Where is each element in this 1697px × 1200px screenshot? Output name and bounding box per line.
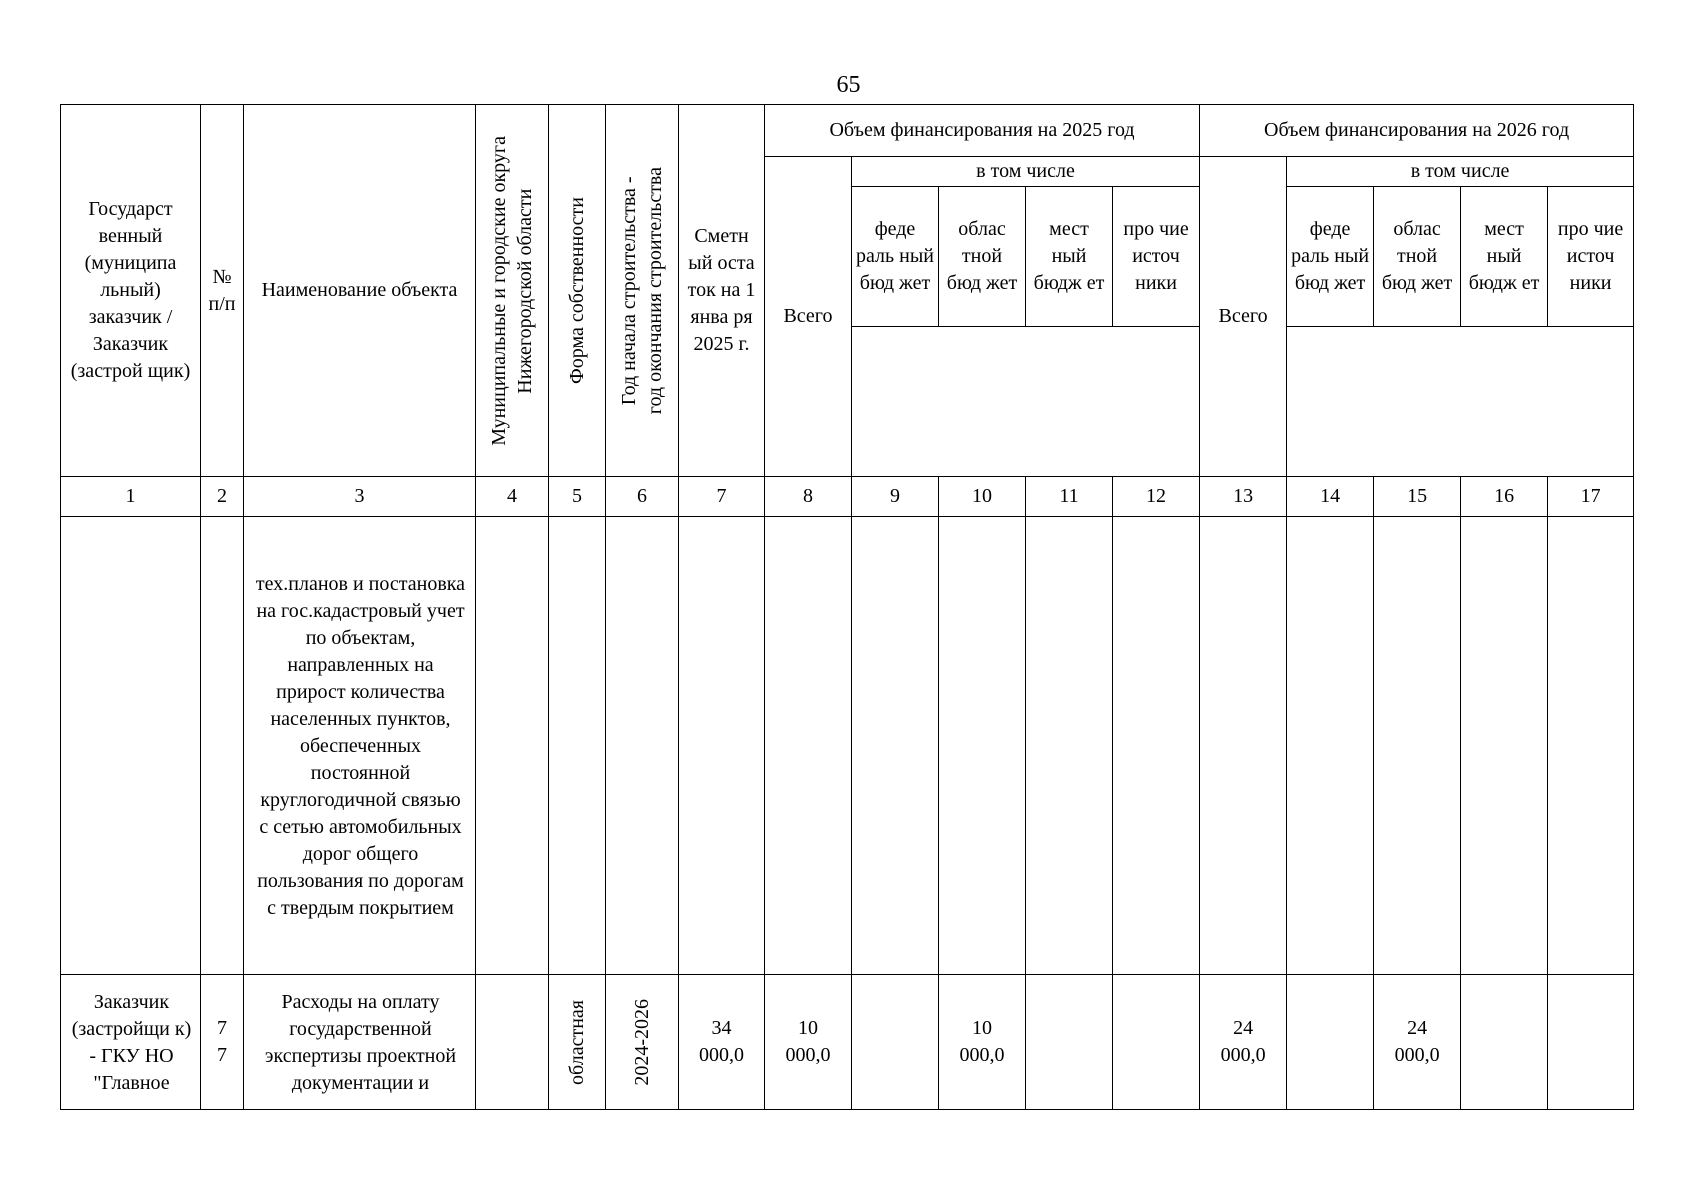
cell-ownership: областная — [549, 975, 606, 1110]
column-number: 13 — [1200, 477, 1287, 517]
cell-local-2025 — [1026, 517, 1113, 975]
cell-total-2026: 24 000,0 — [1200, 975, 1287, 1110]
column-number: 15 — [1374, 477, 1461, 517]
column-number: 16 — [1461, 477, 1548, 517]
investment-program-table — [60, 104, 1634, 1110]
column-number: 12 — [1113, 477, 1200, 517]
header-including-2026: в том числе — [1287, 157, 1634, 187]
cell-local-2025 — [1026, 975, 1113, 1110]
cell-customer — [61, 517, 201, 975]
column-number: 8 — [765, 477, 852, 517]
cell-other-2026 — [1548, 517, 1634, 975]
header-fin-2026: Объем финансирования на 2026 год — [1200, 105, 1634, 157]
header-object-name: Наименование объекта — [244, 105, 476, 477]
cell-object-name: тех.планов и постановка на гос.кадастровый учет по объектам, направленных на прирост количества населенных пунктов, обеспеченных постоянной круглогодичной связью с сетью автомобильных дорог общего пользования по дорогам с твердым покрытием — [244, 517, 476, 975]
column-number: 10 — [939, 477, 1026, 517]
header-total-2026: Всего — [1200, 157, 1287, 477]
page-number: 65 — [836, 72, 861, 98]
cell-regional-2026: 24 000,0 — [1374, 975, 1461, 1110]
cell-district — [476, 517, 549, 975]
cell-years — [606, 517, 679, 975]
column-number: 9 — [852, 477, 939, 517]
cell-total-2025 — [765, 517, 852, 975]
column-number: 17 — [1548, 477, 1634, 517]
header-number: № п/п — [201, 105, 244, 477]
column-number: 6 — [606, 477, 679, 517]
header-years: Год начала строительства - год окончания строительства — [606, 105, 679, 477]
cell-total-2025: 10 000,0 — [765, 975, 852, 1110]
header-balance: Сметн ый оста ток на 1 янва ря 2025 г. — [679, 105, 765, 477]
cell-balance — [679, 517, 765, 975]
cell-object-name: Расходы на оплату государственной экспертизы проектной документации и — [244, 975, 476, 1110]
cell-federal-2026 — [1287, 975, 1374, 1110]
cell-regional-2025 — [939, 517, 1026, 975]
cell-federal-2025 — [852, 975, 939, 1110]
cell-other-2026 — [1548, 975, 1634, 1110]
cell-regional-2026 — [1374, 517, 1461, 975]
column-number: 4 — [476, 477, 549, 517]
column-number: 5 — [549, 477, 606, 517]
cell-other-2025 — [1113, 975, 1200, 1110]
cell-balance: 34 000,0 — [679, 975, 765, 1110]
cell-ownership — [549, 517, 606, 975]
cell-district — [476, 975, 549, 1110]
header-fin-2025: Объем финансирования на 2025 год — [765, 105, 1200, 157]
header-local-2026: мест ный бюдж ет — [1461, 187, 1548, 327]
cell-federal-2025 — [852, 517, 939, 975]
cell-other-2025 — [1113, 517, 1200, 975]
cell-federal-2026 — [1287, 517, 1374, 975]
cell-years: 2024-2026 — [606, 975, 679, 1110]
header-spacer-2025 — [852, 327, 1200, 477]
column-number: 2 — [201, 477, 244, 517]
header-spacer-2026 — [1287, 327, 1634, 477]
column-number: 7 — [679, 477, 765, 517]
header-regional-2026: облас тной бюд жет — [1374, 187, 1461, 327]
header-customer: Государст венный (муниципа льный) заказчик / Заказчик (застрой щик) — [61, 105, 201, 477]
header-regional-2025: облас тной бюд жет — [939, 187, 1026, 327]
header-federal-2025: феде раль ный бюд жет — [852, 187, 939, 327]
header-local-2025: мест ный бюдж ет — [1026, 187, 1113, 327]
column-number-row — [61, 477, 1634, 517]
cell-local-2026 — [1461, 517, 1548, 975]
cell-customer: Заказчик (застройщи к) - ГКУ НО "Главное — [61, 975, 201, 1110]
column-number: 3 — [244, 477, 476, 517]
header-other-2026: про чие источ ники — [1548, 187, 1634, 327]
header-other-2025: про чие источ ники — [1113, 187, 1200, 327]
cell-local-2026 — [1461, 975, 1548, 1110]
cell-regional-2025: 10 000,0 — [939, 975, 1026, 1110]
header-including-2025: в том числе — [852, 157, 1200, 187]
header-total-2025: Всего — [765, 157, 852, 477]
column-number: 1 — [61, 477, 201, 517]
cell-total-2026 — [1200, 517, 1287, 975]
header-districts: Муниципальные и городские округа Нижегородской области — [476, 105, 549, 477]
column-number: 11 — [1026, 477, 1113, 517]
table-row — [61, 517, 1634, 975]
header-federal-2026: феде раль ный бюд жет — [1287, 187, 1374, 327]
column-number: 14 — [1287, 477, 1374, 517]
header-ownership: Форма собственности — [549, 105, 606, 477]
cell-number — [201, 517, 244, 975]
table-row — [61, 975, 1634, 1110]
cell-number: 7 7 — [201, 975, 244, 1110]
